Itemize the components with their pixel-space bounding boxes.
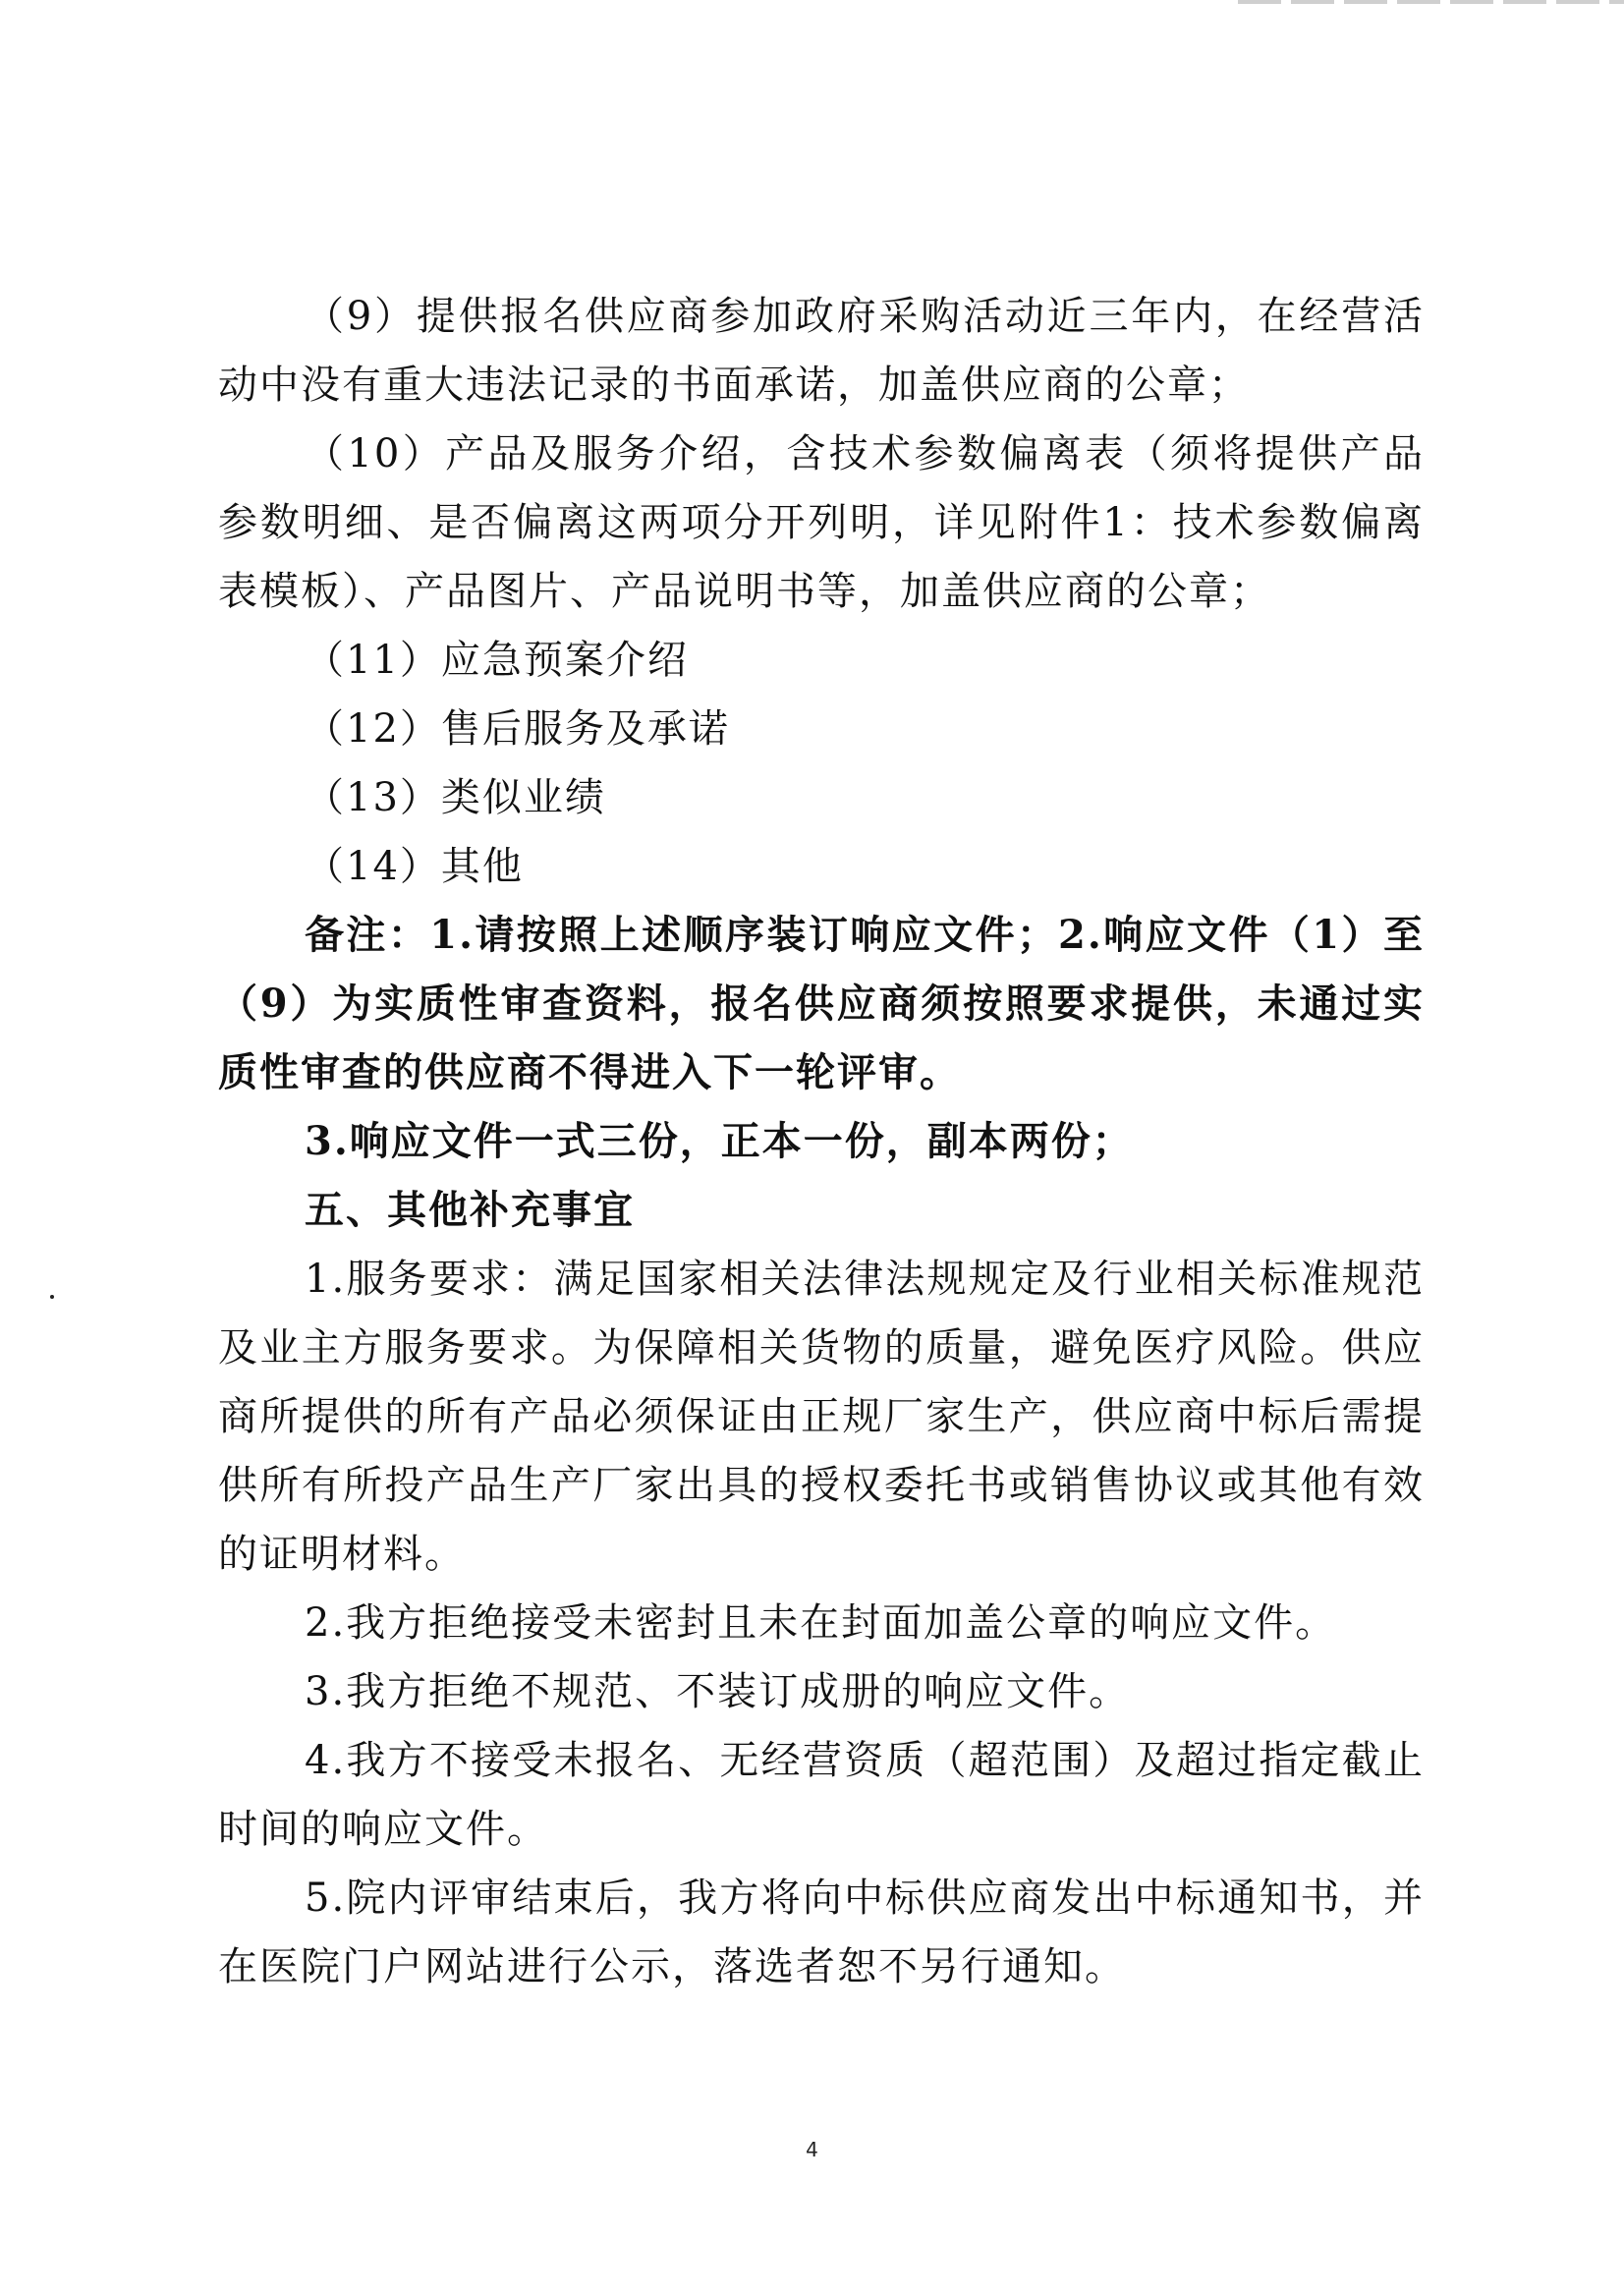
section-item-3: 3.我方拒绝不规范、不装订成册的响应文件。 (305, 1669, 1131, 1714)
paragraph-item-10: （10）产品及服务介绍，含技术参数偏离表（须将提供产品参数明细、是否偏离这两项分开列明，详见附件1：技术参数偏离表模板）、产品图片、产品说明书等，加盖供应商的公章； (218, 431, 1425, 614)
paragraph-item-14: （14）其他 (305, 844, 524, 889)
paragraph-item-12: （12）售后服务及承诺 (305, 706, 730, 752)
paragraph-item-13: （13）类似业绩 (305, 775, 606, 820)
paragraph-item-9: （9）提供报名供应商参加政府采购活动近三年内，在经营活动中没有重大违法记录的书面承诺，加盖供应商的公章； (218, 294, 1425, 408)
document-body (218, 282, 1425, 2001)
section-item-2: 2.我方拒绝接受未密封且未在封面加盖公章的响应文件。 (305, 1600, 1337, 1646)
remark-copies: 3.响应文件一式三份，正本一份，副本两份； (305, 1118, 1134, 1164)
section-item-5: 5.院内评审结束后，我方将向中标供应商发出中标通知书，并在医院门户网站进行公示，落选者恕不另行通知。 (218, 1875, 1425, 1989)
paragraph-item-11: （11）应急预案介绍 (305, 638, 689, 683)
section-item-4: 4.我方不接受未报名、无经营资质（超范围）及超过指定截止时间的响应文件。 (218, 1738, 1425, 1852)
scan-artifact (1238, 0, 1624, 4)
remark-paragraph: 备注：1.请按照上述顺序装订响应文件；2.响应文件（1）至（9）为实质性审查资料，报名供应商须按照要求提供，未通过实质性审查的供应商不得进入下一轮评审。 (218, 912, 1425, 1095)
section-item-1: 1.服务要求：满足国家相关法律法规规定及行业相关标准规范及业主方服务要求。为保障相关货物的质量，避免医疗风险。供应商所提供的所有产品必须保证由正规厂家生产，供应商中标后需提供所有所投产品生产厂家出具的授权委托书或销售协议或其他有效的证明材料。 (218, 1257, 1425, 1577)
page-number: 4 (806, 2138, 818, 2161)
scan-speck (50, 1295, 54, 1299)
section-heading: 五、其他补充事宜 (305, 1187, 635, 1233)
